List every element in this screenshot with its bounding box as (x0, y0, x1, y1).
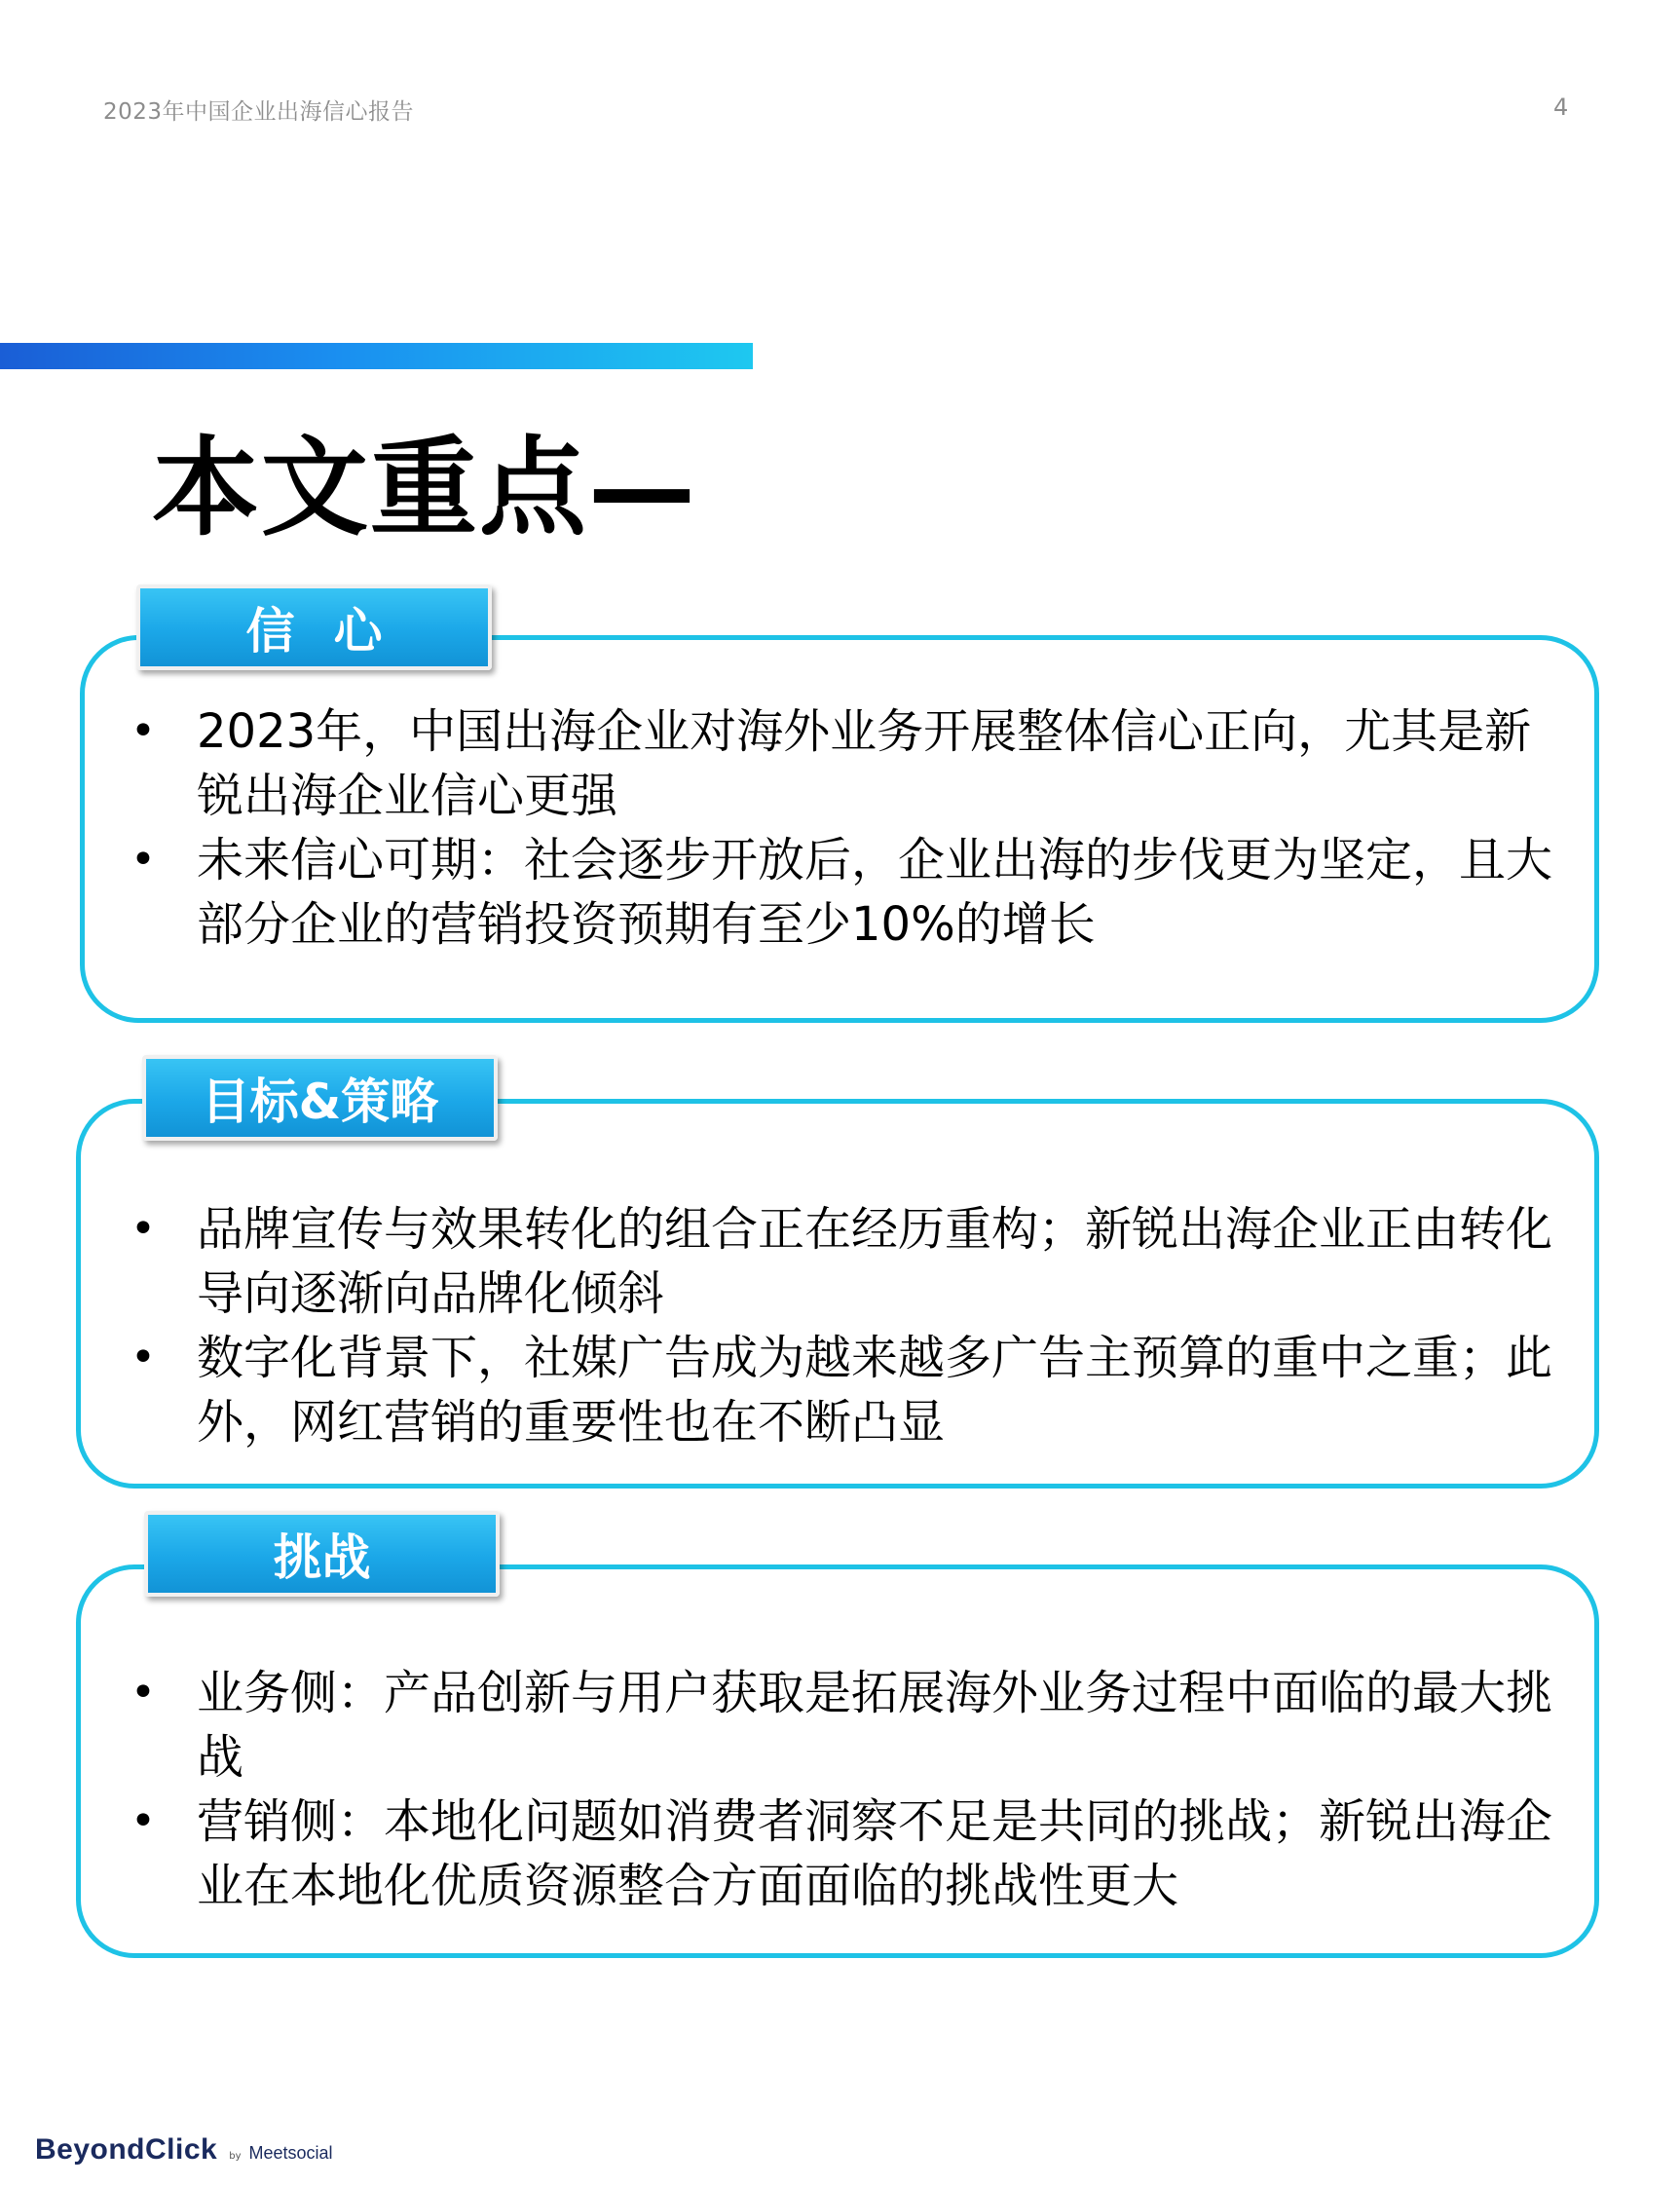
section-strategy-list (129, 1197, 1570, 1454)
brand-by-text: by (229, 2151, 242, 2162)
page-title: 本文重点— (152, 426, 697, 550)
bullet-marker: • (131, 1204, 156, 1254)
bullet-text: 品牌宣传与效果转化的组合正在经历重构；新锐出海企业正由转化导向逐渐向品牌化倾斜 (197, 1202, 1553, 1321)
bullet-text: 营销侧：本地化问题如消费者洞察不足是共同的挑战；新锐出海企业在本地化优质资源整合方面面临的挑战性更大 (197, 1794, 1553, 1913)
list-item (129, 1197, 1570, 1326)
list-item (129, 1326, 1570, 1454)
bullet-marker: • (131, 706, 156, 756)
bullet-marker: • (131, 1333, 156, 1382)
report-header-title: 2023年中国企业出海信心报告 (103, 99, 415, 125)
bullet-text: 数字化背景下，社媒广告成为越来越多广告主预算的重中之重；此外，网红营销的重要性也在不断凸显 (197, 1331, 1553, 1450)
section-challenge-tab-label: 挑战 (273, 1529, 371, 1586)
list-item (129, 828, 1570, 957)
partner-logo-text: Meetsocial (248, 2143, 333, 2163)
section-strategy-tab (142, 1055, 498, 1141)
accent-bar (0, 343, 753, 369)
section-confidence-list (129, 699, 1570, 957)
list-item (129, 1661, 1570, 1790)
bullet-marker: • (131, 1668, 156, 1717)
footer-logo (35, 2133, 333, 2167)
section-challenge-list (129, 1661, 1570, 1918)
bullet-text: 2023年，中国出海企业对海外业务开展整体信心正向，尤其是新锐出海企业信心更强 (197, 704, 1532, 823)
bullet-text: 未来信心可期：社会逐步开放后，企业出海的步伐更为坚定，且大部分企业的营销投资预期有至少10%的增长 (197, 833, 1553, 952)
page-number: 4 (1553, 94, 1569, 121)
section-challenge-tab (144, 1511, 500, 1597)
section-confidence-tab-label: 信心 (245, 603, 422, 660)
section-strategy-tab-label: 目标&策略 (201, 1074, 439, 1130)
bullet-text: 业务侧：产品创新与用户获取是拓展海外业务过程中面临的最大挑战 (197, 1666, 1553, 1785)
brand-logo-text: BeyondClick (35, 2133, 218, 2166)
bullet-marker: • (131, 1796, 156, 1846)
section-confidence-tab (136, 584, 492, 670)
bullet-marker: • (131, 835, 156, 885)
list-item (129, 1790, 1570, 1918)
list-item (129, 699, 1570, 828)
